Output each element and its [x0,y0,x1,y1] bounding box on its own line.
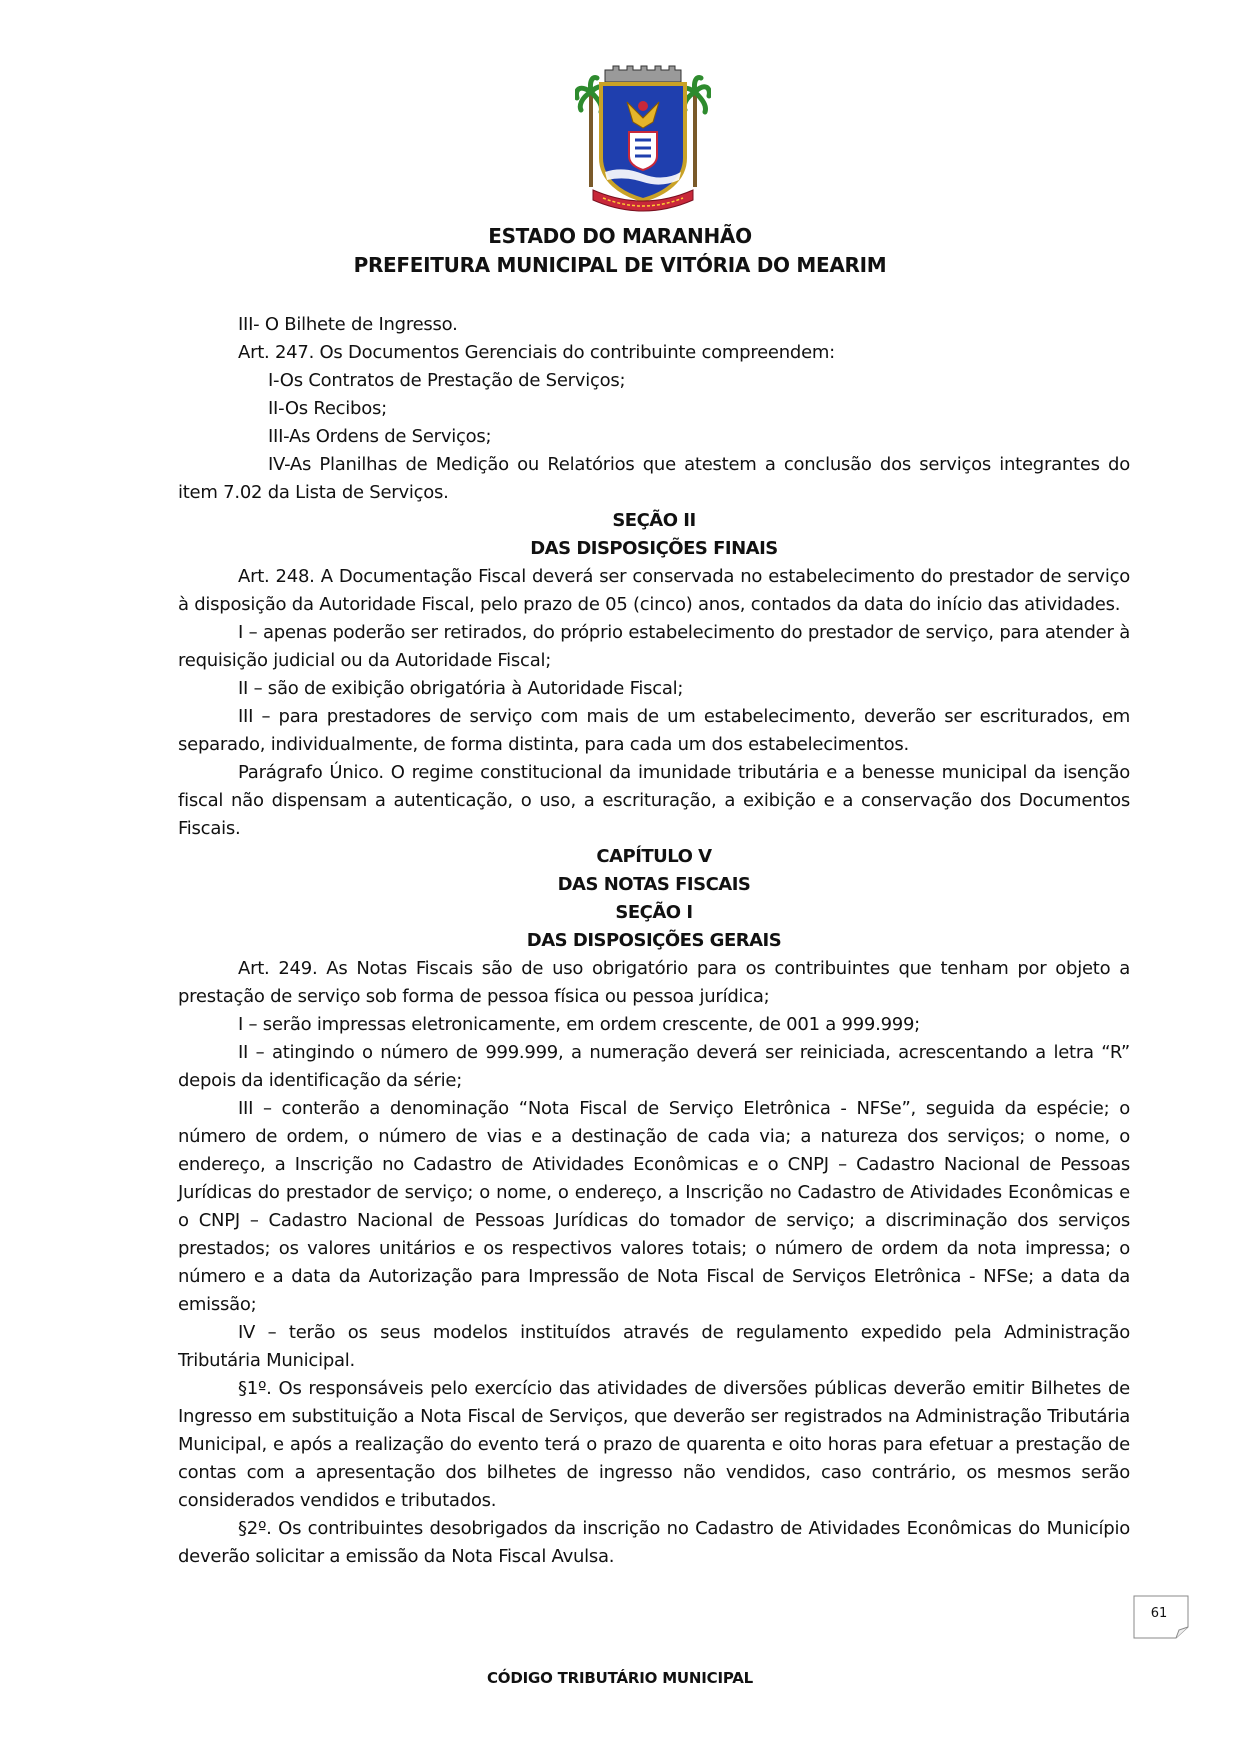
paragraph: §1º. Os responsáveis pelo exercício das atividades de diversões públicas deverão emitir Bilhetes de Ingresso em substituição a Nota Fiscal de Serviços, que deverão ser registrados na Administração Tributária Municipal, e após a realização do evento terá o prazo de quarenta e oito horas para efetuar a prestação de contas com a apresentação dos bilhetes de ingresso não vendidos, caso contrário, os mesmos serão considerados vendidos e tributados. [178,1378,1130,1511]
paragraph: III-As Ordens de Serviços; [268,426,492,447]
paragraph: II – são de exibição obrigatória à Autoridade Fiscal; [238,678,684,699]
paragraph: IV-As Planilhas de Medição ou Relatórios que atestem a conclusão dos serviços integrantes do item 7.02 da Lista de Serviços. [178,454,1130,503]
page-number: 61 [1150,1606,1168,1621]
inner-shield [629,132,657,170]
paragraph: II – atingindo o número de 999.999, a numeração deverá ser reiniciada, acrescentando a letra “R” depois da identificação da série; [178,1042,1130,1091]
section-heading: DAS DISPOSIÇÕES FINAIS [530,538,778,559]
section-heading: SEÇÃO II [612,510,696,531]
paragraph: II-Os Recibos; [268,398,387,419]
document-body [178,311,1130,1571]
section-heading: DAS DISPOSIÇÕES GERAIS [526,930,782,951]
paragraph: I – serão impressas eletronicamente, em ordem crescente, de 001 a 999.999; [238,1014,920,1035]
section-heading: CAPÍTULO V [596,846,712,867]
section-heading: SEÇÃO I [615,902,693,923]
paragraph: Art. 249. As Notas Fiscais são de uso obrigatório para os contribuintes que tenham por objeto a prestação de serviço sob forma de pessoa física ou pessoa jurídica; [178,958,1130,1007]
document-footer: CÓDIGO TRIBUTÁRIO MUNICIPAL [486,1669,754,1687]
paragraph: Art. 247. Os Documentos Gerenciais do contribuinte compreendem: [238,342,835,363]
paragraph: III- O Bilhete de Ingresso. [238,314,458,335]
paragraph: III – para prestadores de serviço com mais de um estabelecimento, deverão ser escriturados, em separado, individualmente, de forma distinta, para cada um dos estabelecimentos. [178,706,1130,755]
paragraph: §2º. Os contribuintes desobrigados da inscrição no Cadastro de Atividades Econômicas do Município deverão solicitar a emissão da Nota Fiscal Avulsa. [178,1518,1130,1567]
paragraph: I – apenas poderão ser retirados, do próprio estabelecimento do prestador de serviço, para atender à requisição judicial ou da Autoridade Fiscal; [178,622,1130,671]
paragraph: Art. 248. A Documentação Fiscal deverá ser conservada no estabelecimento do prestador de serviço à disposição da Autoridade Fiscal, pelo prazo de 05 (cinco) anos, contados da data do início das atividades. [178,566,1130,615]
municipal-coat-of-arms [575,62,711,212]
paragraph: Parágrafo Único. O regime constitucional da imunidade tributária e a benesse municipal da isenção fiscal não dispensam a autenticação, o uso, a escrituração, a exibição e a conservação dos Documentos Fiscais. [178,762,1130,839]
paragraph: IV – terão os seus modelos instituídos através de regulamento expedido pela Administração Tributária Municipal. [178,1322,1130,1371]
municipality-heading: PREFEITURA MUNICIPAL DE VITÓRIA DO MEARIM [353,253,887,277]
mural-crown [605,66,681,82]
paragraph: I-Os Contratos de Prestação de Serviços; [268,370,626,391]
section-heading: DAS NOTAS FISCAIS [557,874,751,895]
state-heading: ESTADO DO MARANHÃO [488,224,752,248]
paragraph: III – conterão a denominação “Nota Fiscal de Serviço Eletrônica - NFSe”, seguida da espécie; o número de ordem, o número de vias e a destinação de cada via; a natureza dos serviços; o nome, o endereço, a Inscrição no Cadastro de Atividades Econômicas e o CNPJ – Cadastro Nacional de Pessoas Jurídicas do prestador de serviço; o nome, o endereço, a Inscrição no Cadastro de Atividades Econômicas e o CNPJ – Cadastro Nacional de Pessoas Jurídicas do tomador de serviço; a discriminação dos serviços prestados; os valores unitários e os respectivos valores totais; o número de ordem da nota impressa; o número e a data da Autorização para Impressão de Nota Fiscal de Serviços Eletrônica - NFSe; a data da emissão; [178,1098,1130,1315]
